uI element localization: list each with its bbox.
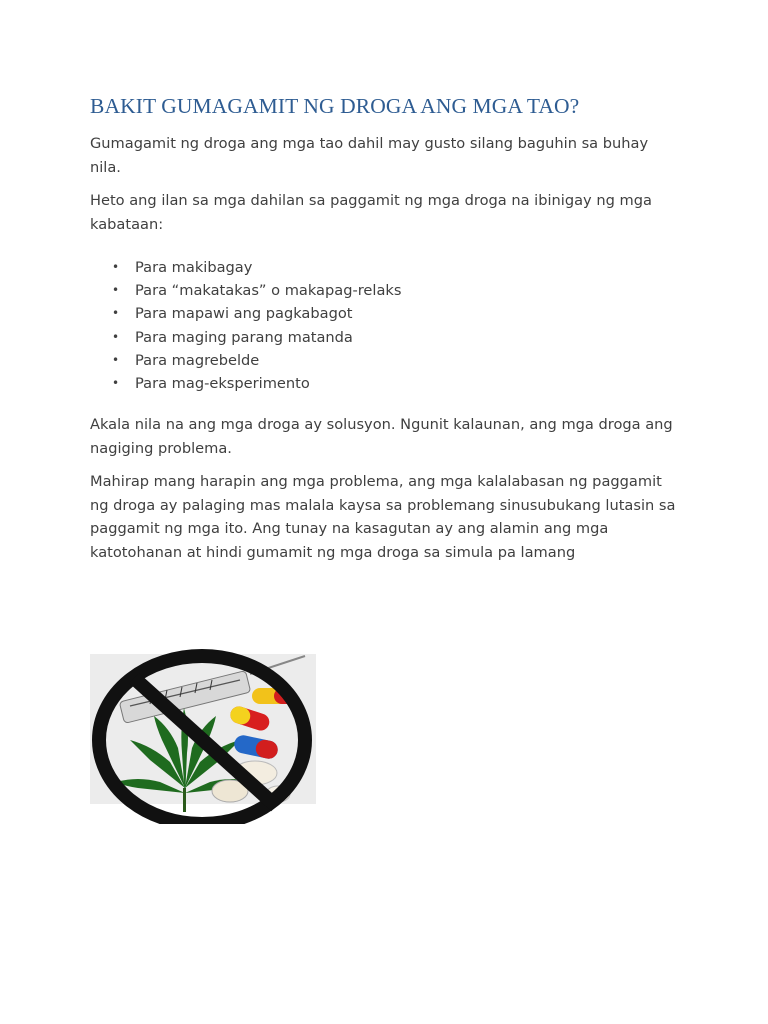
list-item [90,279,680,302]
no-drugs-image [90,648,316,824]
list-item-text: Para mag-eksperimento [135,375,310,393]
list-item [90,326,680,349]
list-item [90,372,680,395]
bullet-icon: • [112,306,120,321]
document-body [90,92,680,574]
list-item-text: Para makibagay [135,259,253,276]
solution-paragraph: Akala nila na ang mga droga ay solusyon. Ngunit kalaunan, ang mga droga ang nagiging problema. [90,416,673,457]
bullet-icon: • [112,329,120,344]
list-item-text: Para “makatakas” o makapag-relaks [135,282,402,300]
list-item [90,302,680,325]
conclusion-paragraph: Mahirap mang harapin ang mga problema, ang mga kalalabasan ng paggamit ng droga ay palaging mas malala kaysa sa problemang sinusubukang lutasin sa paggamit ng mga ito. Ang tunay na kasagutan ay ang alamin ang mga katotohanan at hindi gumamit ng mga droga sa simula pa lamang [90,473,676,561]
bullet-icon: • [112,376,120,391]
intro-paragraph: Gumagamit ng droga ang mga tao dahil may gusto silang baguhin sa buhay nila. [90,135,649,176]
list-item [90,349,680,372]
no-drugs-icon [90,648,316,824]
list-item [90,256,680,279]
bullet-icon: • [112,260,120,274]
list-item-text: Para magrebelde [135,351,260,369]
page-title: BAKIT GUMAGAMIT NG DROGA ANG MGA TAO? [90,94,580,118]
list-item-text: Para mapawi ang pagkabagot [135,305,353,323]
bullet-icon: • [112,283,120,298]
list-item-text: Para maging parang matanda [135,328,353,346]
bullet-icon: • [112,352,120,367]
reasons-list [90,256,680,395]
reasons-intro-paragraph: Heto ang ilan sa mga dahilan sa paggamit ng mga droga na ibinigay ng mga kabataan: [90,192,652,233]
